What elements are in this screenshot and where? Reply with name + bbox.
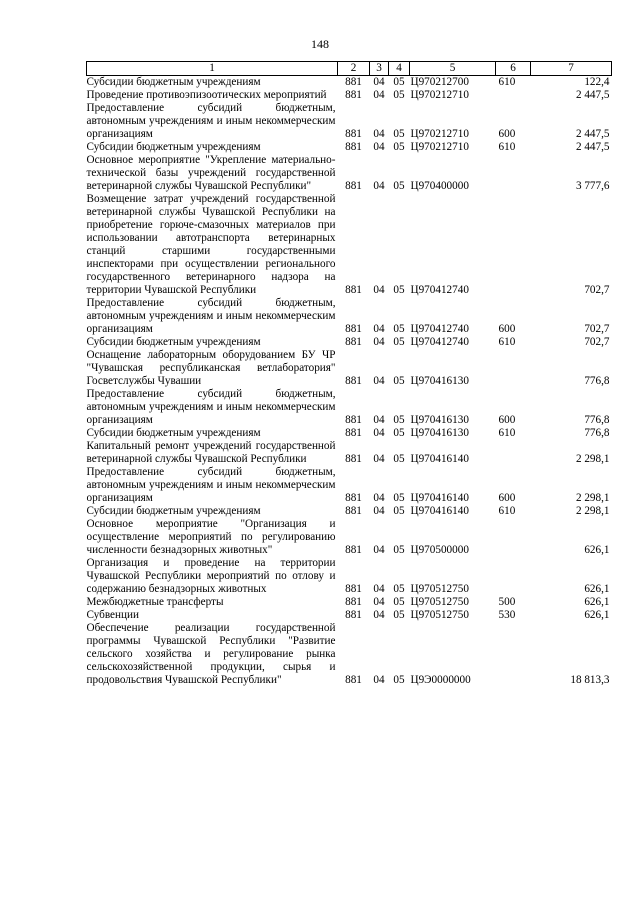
row-subsection-code: 05 [393,505,405,517]
row-target-article: Ц970212710 [410,128,469,140]
row-section-code: 04 [373,284,385,296]
row-name: Возмещение затрат учреждений государственной ветеринарной службы Чувашской Республики на приобретение горюче-смазочных материалов при использовании автотранспорта ветеринарных станций старшими государственными инспекторами при осуществлении регионального государственного ветеринарного надзора на территории Чувашской Республики [86,193,336,296]
row-target-article: Ц970212710 [410,89,469,101]
row-expense-type: 500 [498,596,516,608]
row-target-article: Ц970500000 [410,544,469,556]
row-ministry-code: 881 [345,453,362,465]
table-row [87,89,612,102]
header-cell-name: 1 [87,62,338,76]
row-amount: 626,1 [584,596,610,608]
table-row [87,518,612,557]
row-target-article: Ц970400000 [410,180,469,192]
row-ministry-code: 881 [345,427,362,439]
row-expense-type: 610 [498,336,516,348]
table-row [87,76,612,90]
row-section-code: 04 [373,180,385,192]
row-expense-type [496,193,531,297]
row-ministry-code: 881 [345,141,362,153]
table-row [87,193,612,297]
table-row [87,505,612,518]
row-subsection-code: 05 [393,323,405,335]
table-row [87,141,612,154]
row-amount: 776,8 [584,375,610,387]
row-subsection-code: 05 [393,674,405,686]
row-section-code: 04 [373,596,385,608]
row-target-article: Ц970416130 [410,427,469,439]
row-target-article: Ц970412740 [410,284,469,296]
row-ministry-code: 881 [345,414,362,426]
row-section-code: 04 [373,583,385,595]
row-name: Субвенции [86,609,139,621]
row-ministry-code: 881 [345,544,362,556]
row-ministry-code: 881 [345,375,362,387]
row-amount: 2 447,5 [575,128,610,140]
row-amount: 776,8 [584,414,610,426]
row-section-code: 04 [373,128,385,140]
row-subsection-code: 05 [393,375,405,387]
row-subsection-code: 05 [393,583,405,595]
row-ministry-code: 881 [345,583,362,595]
header-cell-subsection: 4 [389,62,410,76]
table-row [87,557,612,596]
row-section-code: 04 [373,375,385,387]
row-expense-type: 610 [498,141,516,153]
row-section-code: 04 [373,674,385,686]
table-row [87,336,612,349]
row-target-article: Ц970212700 [410,76,469,88]
row-name: Оснащение лабораторным оборудованием БУ ЧР "Чувашская республиканская ветлаборатория" Госветслужбы Чувашии [86,349,336,387]
row-ministry-code: 881 [345,336,362,348]
row-section-code: 04 [373,609,385,621]
row-target-article: Ц970512750 [410,609,469,621]
row-subsection-code: 05 [393,427,405,439]
row-amount: 3 777,6 [575,180,610,192]
row-section-code: 04 [373,414,385,426]
row-section-code: 04 [373,76,385,88]
row-expense-type [496,440,531,466]
row-target-article: Ц970416130 [410,414,469,426]
row-section-code: 04 [373,141,385,153]
header-cell-type: 6 [496,62,531,76]
table-row [87,349,612,388]
row-subsection-code: 05 [393,76,405,88]
row-section-code: 04 [373,89,385,101]
row-section-code: 04 [373,505,385,517]
row-name: Организация и проведение на территории Чувашской Республики мероприятий по отлову и содержанию безнадзорных животных [86,557,336,595]
row-target-article: Ц970412740 [410,336,469,348]
row-subsection-code: 05 [393,89,405,101]
row-ministry-code: 881 [345,89,362,101]
row-subsection-code: 05 [393,414,405,426]
row-expense-type: 610 [498,427,516,439]
row-amount: 626,1 [584,544,610,556]
budget-table [86,61,612,687]
table-row [87,466,612,505]
row-amount: 776,8 [584,427,610,439]
table-row [87,154,612,193]
row-expense-type: 600 [498,323,516,335]
row-subsection-code: 05 [393,284,405,296]
row-amount: 122,4 [584,76,610,88]
row-amount: 2 298,1 [575,453,610,465]
row-name: Субсидии бюджетным учреждениям [86,505,261,517]
row-subsection-code: 05 [393,596,405,608]
row-name: Межбюджетные трансферты [86,596,224,608]
row-target-article: Ц970416140 [410,453,469,465]
row-expense-type: 600 [498,492,516,504]
row-name: Предоставление субсидий бюджетным, автономным учреждениям и иным некоммерческим организациям [86,388,336,426]
header-cell-amount: 7 [531,62,612,76]
table-header-row [87,62,612,76]
row-target-article: Ц970416130 [410,375,469,387]
row-ministry-code: 881 [345,596,362,608]
table-row [87,596,612,609]
row-amount: 2 447,5 [575,141,610,153]
row-subsection-code: 05 [393,544,405,556]
row-expense-type [496,154,531,193]
row-name: Предоставление субсидий бюджетным, автономным учреждениям и иным некоммерческим организациям [86,297,336,335]
row-expense-type: 600 [498,128,516,140]
table-row [87,427,612,440]
row-amount: 2 298,1 [575,492,610,504]
row-subsection-code: 05 [393,128,405,140]
table-row [87,609,612,622]
row-expense-type [496,622,531,687]
row-amount: 2 447,5 [575,89,610,101]
table-row [87,440,612,466]
row-section-code: 04 [373,544,385,556]
row-ministry-code: 881 [345,674,362,686]
row-expense-type: 610 [498,76,516,88]
row-target-article: Ц970412740 [410,323,469,335]
row-amount: 702,7 [584,336,610,348]
row-amount: 626,1 [584,609,610,621]
row-ministry-code: 881 [345,492,362,504]
row-name: Капитальный ремонт учреждений государственной ветеринарной службы Чувашской Республики [86,440,336,465]
row-amount: 2 298,1 [575,505,610,517]
header-cell-section: 3 [370,62,389,76]
row-ministry-code: 881 [345,128,362,140]
row-name: Субсидии бюджетным учреждениям [86,76,261,88]
table-row [87,388,612,427]
row-expense-type [496,557,531,596]
row-target-article: Ц9Э0000000 [410,674,471,686]
row-name: Субсидии бюджетным учреждениям [86,141,261,153]
row-expense-type: 530 [498,609,516,621]
row-expense-type: 600 [498,414,516,426]
row-ministry-code: 881 [345,609,362,621]
page-number: 148 [311,37,329,51]
header-cell-ministry: 2 [338,62,370,76]
row-target-article: Ц970416140 [410,505,469,517]
row-target-article: Ц970212710 [410,141,469,153]
row-ministry-code: 881 [345,284,362,296]
row-amount: 626,1 [584,583,610,595]
row-expense-type [496,518,531,557]
header-cell-target: 5 [410,62,496,76]
row-expense-type: 610 [498,505,516,517]
row-section-code: 04 [373,427,385,439]
row-subsection-code: 05 [393,453,405,465]
row-target-article: Ц970416140 [410,492,469,504]
row-subsection-code: 05 [393,141,405,153]
table-body [87,76,612,688]
row-expense-type [496,89,531,102]
row-ministry-code: 881 [345,76,362,88]
table-row [87,102,612,141]
row-name: Предоставление субсидий бюджетным, автономным учреждениям и иным некоммерческим организациям [86,466,336,504]
row-ministry-code: 881 [345,180,362,192]
table-row [87,622,612,687]
row-amount: 18 813,3 [570,674,610,686]
row-amount: 702,7 [584,284,610,296]
row-section-code: 04 [373,323,385,335]
row-section-code: 04 [373,453,385,465]
table-row [87,297,612,336]
row-section-code: 04 [373,336,385,348]
row-name: Проведение противоэпизоотических мероприятий [86,89,327,101]
row-target-article: Ц970512750 [410,596,469,608]
row-name: Субсидии бюджетным учреждениям [86,336,261,348]
row-expense-type [496,349,531,388]
row-name: Предоставление субсидий бюджетным, автономным учреждениям и иным некоммерческим организациям [86,102,336,140]
row-amount: 702,7 [584,323,610,335]
row-subsection-code: 05 [393,336,405,348]
row-ministry-code: 881 [345,323,362,335]
row-ministry-code: 881 [345,505,362,517]
row-target-article: Ц970512750 [410,583,469,595]
row-name: Субсидии бюджетным учреждениям [86,427,261,439]
row-section-code: 04 [373,492,385,504]
row-name: Основное мероприятие "Организация и осуществление мероприятий по регулированию численности безнадзорных животных" [86,518,336,556]
row-subsection-code: 05 [393,609,405,621]
row-subsection-code: 05 [393,180,405,192]
row-name: Основное мероприятие "Укрепление материально-технической базы учреждений государственной ветеринарной службы Чувашской Республики" [86,154,336,192]
row-subsection-code: 05 [393,492,405,504]
row-name: Обеспечение реализации государственной программы Чувашской Республики "Развитие сельского хозяйства и регулирование рынка сельскохозяйственной продукции, сырья и продовольствия Чувашской Республики" [86,622,336,686]
